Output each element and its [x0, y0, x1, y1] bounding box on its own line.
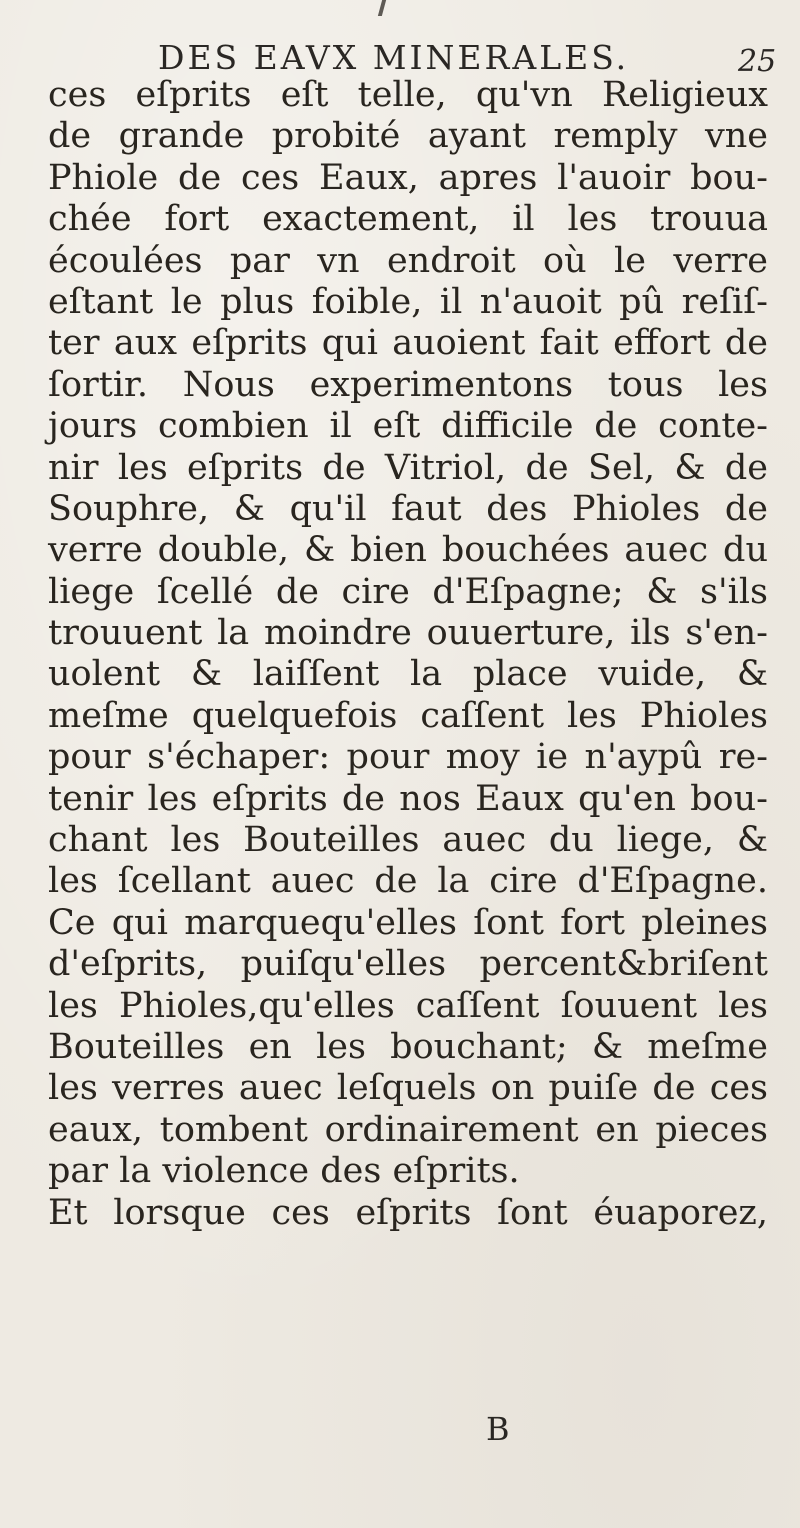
text-line: les Phioles,qu'elles caſſent ſouuent les — [48, 985, 768, 1026]
text-line: d'eſprits, puiſqu'elles percent&briſent — [48, 944, 768, 985]
text-line: les verres auec leſquels on puiſe de ces — [48, 1068, 768, 1109]
text-line: par la violence des eſprits. — [48, 1151, 520, 1192]
signature-mark: B — [486, 1410, 510, 1448]
text-line: Phiole de ces Eaux, apres l'auoir bou- — [48, 157, 768, 198]
text-line: pour s'échaper: pour moy ie n'aypû re- — [48, 737, 768, 778]
text-line: trouuent la moindre ouuerture, ils s'en- — [48, 613, 768, 654]
running-head: DES EAVX MINERALES. — [158, 38, 630, 77]
body-text — [48, 75, 768, 1234]
text-line: chée fort exactement, il les trouua — [48, 199, 768, 240]
text-line: verre double, & bien bouchées auec du — [48, 530, 768, 571]
text-line: nir les eſprits de Vitriol, de Sel, & de — [48, 447, 768, 488]
text-line: chant les Bouteilles auec du liege, & — [48, 820, 768, 861]
text-line: meſme quelquefois caſſent les Phioles — [48, 695, 768, 736]
text-line: Bouteilles en les bouchant; & meſme — [48, 1026, 768, 1067]
text-line: tenir les eſprits de nos Eaux qu'en bou- — [48, 778, 768, 819]
text-line: eſtant le plus foible, il n'auoit pû reſiſ- — [48, 281, 768, 322]
text-line: de grande probité ayant remply vne — [48, 116, 768, 157]
page-header — [0, 30, 800, 80]
text-line: eaux, tombent ordinairement en pieces — [48, 1109, 768, 1150]
text-line: écoulées par vn endroit où le verre — [48, 240, 768, 281]
text-line: Souphre, & qu'il faut des Phioles de — [48, 488, 768, 529]
text-line: Ce qui marquequ'elles ſont fort pleines — [48, 902, 768, 943]
text-line: jours combien il eſt difficile de conte- — [48, 406, 768, 447]
text-line: uolent & laiſſent la place vuide, & — [48, 654, 768, 695]
text-line: liege ſcellé de cire d'Eſpagne; & s'ils — [48, 571, 768, 612]
ink-mark — [378, 0, 386, 16]
text-line: ces eſprits eſt telle, qu'vn Religieux — [48, 75, 768, 115]
text-line: ter aux eſprits qui auoient fait effort de — [48, 323, 768, 364]
page-number: 25 — [738, 44, 777, 79]
text-line: Et lorsque ces eſprits ſont éuaporez, — [48, 1192, 768, 1233]
text-line: les ſcellant auec de la cire d'Eſpagne. — [48, 861, 768, 902]
text-line: ſortir. Nous experimentons tous les — [48, 364, 768, 405]
